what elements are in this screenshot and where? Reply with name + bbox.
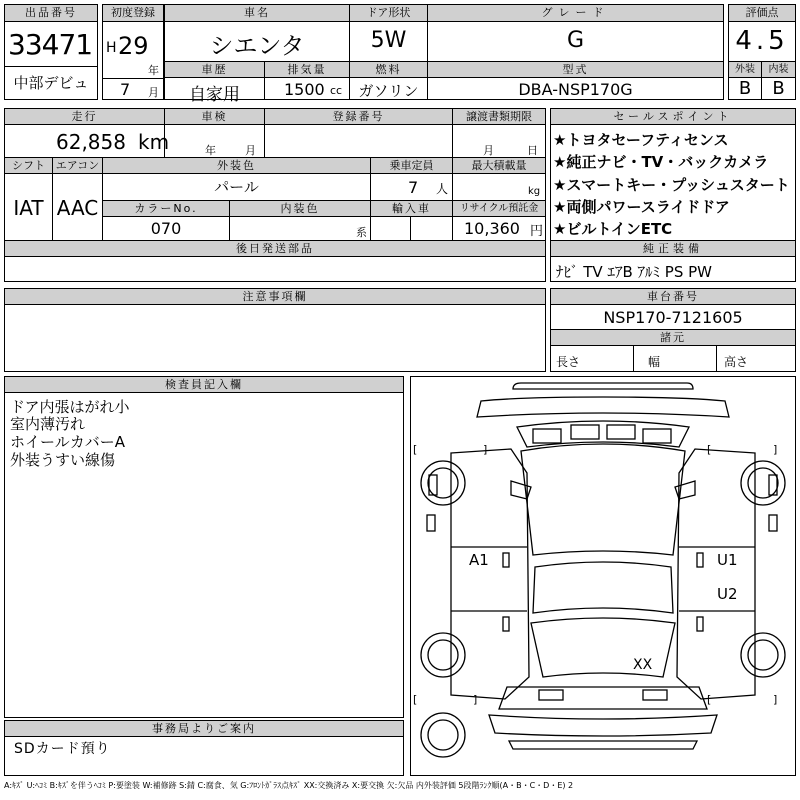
damage-mark-a1: A1 [469, 551, 489, 569]
recycle-label: リサイクル預託金 [453, 201, 545, 216]
score-value: 4.5 [735, 26, 789, 56]
bracket-right-close: ] [773, 443, 778, 456]
lot-number: 33471 [8, 28, 93, 61]
color-value: パール [214, 178, 259, 196]
sales-label: セールスポイント [551, 109, 795, 124]
capacity-label: 乗車定員 [371, 158, 452, 173]
ac-label: エアコン [53, 158, 102, 173]
ac-value: AAC [56, 196, 99, 220]
chassis-value: NSP170-7121605 [603, 308, 743, 327]
shift-value: IAT [13, 196, 44, 220]
sales-point: ★ビルトインETC [553, 220, 673, 238]
inspection-year-unit: 年 [205, 144, 216, 157]
regno-label: 登録番号 [265, 109, 452, 124]
inspector-note: 外装うすい線傷 [10, 451, 116, 469]
fuel-label: 燃料 [350, 62, 427, 77]
inspection-label: 車検 [165, 109, 264, 124]
car-diagram [410, 376, 796, 776]
recycle-value: 10,360 [464, 219, 520, 238]
bracket-right: [ [707, 443, 712, 456]
notes-label: 注意事項欄 [5, 289, 545, 304]
interior-value: B [772, 78, 785, 99]
bracket-right-rear-close: ] [773, 693, 778, 706]
lot-label: 出品番号 [5, 5, 97, 21]
month-unit: 月 [148, 86, 159, 99]
chassis-label: 車台番号 [551, 289, 795, 304]
grade-label: グレード [428, 5, 723, 21]
model-label: 型式 [428, 62, 723, 77]
bracket-left-close: ] [483, 443, 488, 456]
grade-value: G [566, 28, 585, 53]
sales-point: ★スマートキー・プッシュスタート [553, 176, 790, 194]
door-value: 5W [370, 28, 407, 53]
month-value: 7 [120, 80, 131, 99]
year-value: 29 [118, 32, 149, 60]
damage-mark-u1: U1 [717, 551, 738, 569]
sales-point: ★純正ナビ・TV・バックカメラ [553, 153, 769, 171]
inspector-note: ドア内張はがれ小 [10, 398, 130, 416]
history-value: 自家用 [189, 85, 240, 105]
inspector-label: 検査員記入欄 [5, 377, 403, 392]
mileage-unit: km [138, 130, 170, 154]
car-name: シエンタ [209, 32, 305, 60]
int-color-unit: 系 [356, 226, 367, 239]
bracket-left: [ [413, 443, 418, 456]
door-label: ドア形状 [350, 5, 427, 21]
exterior-label: 外装 [729, 62, 761, 77]
displacement-value: 1500 [284, 80, 325, 99]
bracket-right-rear: [ [707, 693, 712, 706]
sales-point: ★両側パワースライドドア [553, 198, 730, 216]
inspector-note: 室内薄汚れ [10, 415, 86, 433]
damage-mark-u2: U2 [717, 585, 738, 603]
year-unit: 年 [148, 64, 159, 77]
event-name: 中部デビュ [13, 74, 89, 92]
history-label: 車歴 [165, 62, 264, 77]
sales-point: ★トヨタセーフティセンス [553, 131, 729, 149]
car-outline-diagram [411, 377, 795, 775]
color-no-value: 070 [150, 219, 182, 238]
score-label: 評価点 [729, 5, 795, 21]
color-label: 外装色 [103, 158, 370, 173]
bracket-left-rear-close: ] [473, 693, 478, 706]
length-label: 長さ [556, 355, 581, 369]
inspection-month-unit: 月 [245, 144, 256, 157]
load-unit: kg [528, 186, 541, 197]
exterior-value: B [738, 78, 752, 99]
dims-label: 諸元 [551, 330, 795, 345]
later-parts-label: 後日発送部品 [5, 241, 545, 256]
transfer-label: 譲渡書類期限 [453, 109, 545, 124]
color-no-label: カラーNo. [103, 201, 229, 216]
equipment-value: ﾅﾋﾞ TV ｴｱB ｱﾙﾐ PS PW [556, 263, 712, 281]
import-label: 輸入車 [371, 201, 452, 216]
car-name-label: 車名 [165, 5, 349, 21]
capacity-value: 7 [408, 178, 419, 197]
first-reg-label: 初度登録 [103, 5, 163, 21]
equipment-label: 純正装備 [551, 241, 795, 256]
office-label: 事務局よりご案内 [5, 721, 403, 736]
recycle-unit: 円 [530, 224, 544, 239]
mileage-value: 62,858 [56, 130, 126, 154]
load-label: 最大積載量 [453, 158, 545, 173]
fuel-value: ガソリン [358, 82, 419, 100]
shift-label: シフト [5, 158, 52, 173]
era: H [106, 40, 117, 56]
office-text: SDカード預り [14, 741, 111, 757]
interior-label: 内装 [762, 62, 795, 77]
displacement-unit: cc [330, 84, 343, 97]
inspector-note: ホイールカバーA [10, 433, 125, 451]
capacity-unit: 人 [436, 182, 449, 196]
width-label: 幅 [648, 355, 661, 369]
transfer-month-unit: 月 [483, 144, 494, 157]
transfer-day-unit: 日 [527, 144, 538, 157]
height-label: 高さ [724, 355, 749, 369]
bracket-left-rear: [ [413, 693, 418, 706]
damage-mark-xx: XX [633, 657, 653, 673]
legend-text: A:ｷｽﾞ U:ﾍｺﾐ B:ｷｽﾞを伴うﾍｺﾐ P:要塗装 W:補修跡 S:錆 C:腐食、気 G:ﾌﾛﾝﾄｶﾞﾗｽ点ｷｽﾞ XX:交換済み X:要交換 欠:欠品 内外装評価 5段階ﾗﾝｸ順(A・B・C・D・E) 2 [4, 781, 574, 790]
int-color-label: 内装色 [230, 201, 370, 216]
model-value: DBA-NSP170G [518, 80, 633, 99]
displacement-label: 排気量 [265, 62, 349, 77]
mileage-label: 走行 [5, 109, 164, 124]
